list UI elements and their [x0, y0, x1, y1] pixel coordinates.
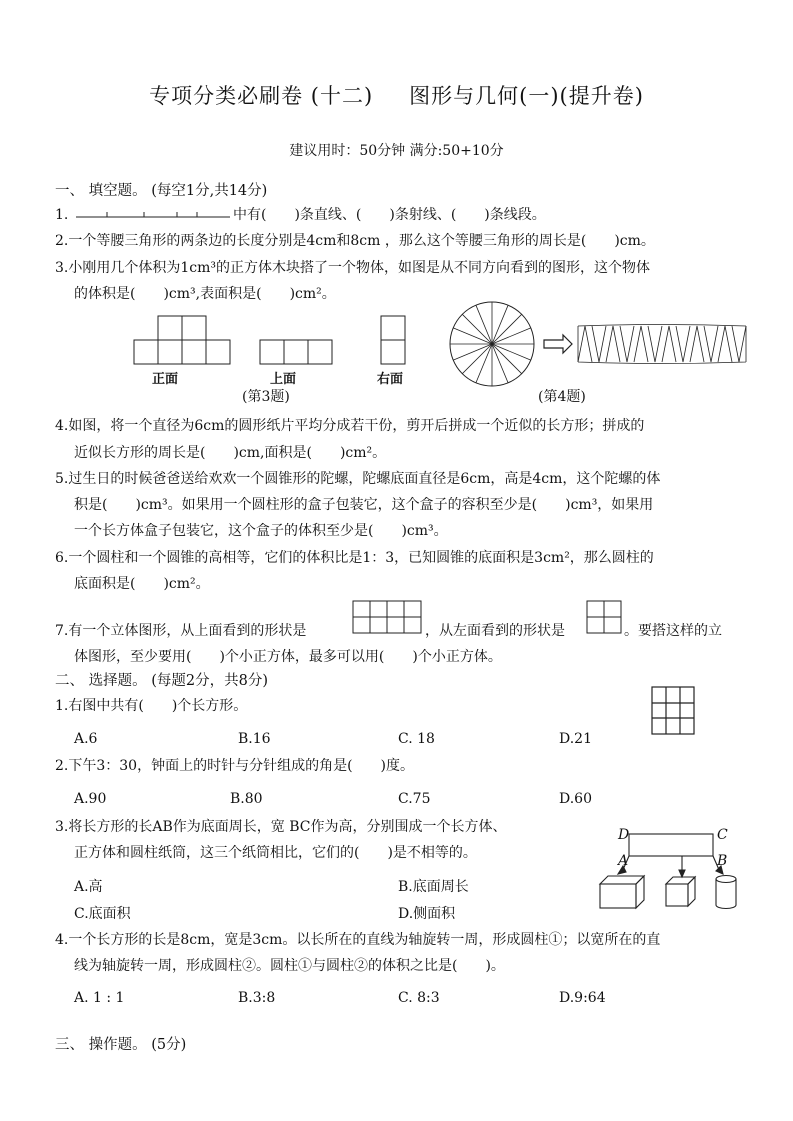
fig4-spoke	[492, 314, 522, 344]
s2-q4-opt-c: C. 8:3	[398, 990, 440, 1006]
fig-label-c: C	[717, 827, 728, 843]
s2-q3-line1: 3.将长方形的长AB作为底面周长，宽 BC作为高，分别围成一个长方体、	[55, 819, 507, 835]
fig4-spoke	[462, 344, 492, 374]
section3-heading: 三、 操作题。 (5分)	[55, 1037, 187, 1053]
fig4-spoke	[462, 314, 492, 344]
s2-q3-opt-a: A.高	[74, 879, 103, 895]
fig4-caption: (第4题)	[538, 389, 586, 405]
s2-q1-opt-d: D.21	[559, 731, 592, 747]
fig3-caption: (第3题)	[242, 389, 290, 405]
q7-left-view-figure	[586, 600, 626, 636]
s1-q3-line2: 的体积是( )cm³,表面积是( )cm²。	[74, 286, 336, 302]
s2-q1: 1.右图中共有( )个长方形。	[55, 698, 248, 714]
fig4-strip	[592, 326, 606, 362]
s1-q7-part2: ，从左面看到的形状是	[425, 623, 565, 639]
fig-label-a: A	[618, 853, 629, 869]
q1-line-figure	[72, 207, 232, 227]
s2-q2-opt-d: D.60	[559, 791, 592, 807]
fig-label-d: D	[618, 827, 630, 843]
s1-q5-line3: 一个长方体盒子包装它，这个盒子的体积至少是( )cm³。	[74, 523, 448, 539]
fig-rectangle-abcd	[629, 834, 713, 856]
s1-q7-part1: 7.有一个立体图形，从上面看到的形状是	[55, 623, 307, 639]
fig4-spoke	[492, 344, 522, 374]
s1-q4-line1: 4.如图，将一个直径为6cm的圆形纸片平均分成若干份，剪开后拼成一个近似的长方形；拼成的	[55, 418, 645, 434]
fig3-top-label: 上面	[270, 372, 297, 387]
s1-q7-line2: 体图形，至少要用( )个小正方体，最多可以用( )个小正方体。	[74, 649, 502, 665]
section2-heading: 二、 选择题。 (每题2分，共8分)	[55, 673, 268, 689]
s1-q3-line1: 3.小刚用几个体积为1cm³的正方体木块搭了一个物体，如图是从不同方向看到的图形，这个物体	[55, 260, 650, 276]
fig4-strip	[690, 326, 704, 362]
fig3-right-label: 右面	[377, 372, 404, 387]
s2-q3-line2: 正方体和圆柱纸筒，这三个纸筒相比，它们的( )是不相等的。	[74, 845, 477, 861]
s2-q2-opt-a: A.90	[74, 791, 107, 807]
s1-q1-text: 中有( )条直线、( )条射线、( )条线段。	[233, 207, 546, 223]
s1-q4-line2: 近似长方形的周长是( )cm,面积是( )cm²。	[74, 445, 387, 461]
fig4-strip	[606, 326, 620, 362]
s2-q4-opt-b: B.3:8	[238, 990, 276, 1006]
s1-q1-num: 1.	[55, 207, 69, 223]
s1-q6-line2: 底面积是( )cm²。	[74, 576, 210, 592]
s1-q5-line1: 5.过生日的时候爸爸送给欢欢一个圆锥形的陀螺，陀螺底面直径是6cm，高是4cm，这个陀螺的体	[55, 471, 661, 487]
s1-q5-line2: 积是( )cm³。如果用一个圆柱形的盒子包装它，这个盒子的容积至少是( )cm³，如果用	[74, 497, 654, 513]
s2-q1-opt-b: B.16	[238, 731, 271, 747]
s2-q3-opt-c: C.底面积	[74, 906, 131, 922]
fig4-arrow	[544, 335, 572, 353]
s1-q6-line1: 6.一个圆柱和一个圆锥的高相等，它们的体积比是1：3，已知圆锥的底面积是3cm²，那么圆柱的	[55, 550, 654, 566]
fig4-rectangle-outline	[578, 325, 746, 364]
s2-q3-opt-d: D.侧面积	[398, 906, 456, 922]
fig4-strip	[732, 326, 746, 362]
fig4-strip	[662, 326, 676, 362]
fig4-strip	[634, 326, 648, 362]
s2-q4-line2: 线为轴旋转一周，形成圆柱②。圆柱①与圆柱②的体积之比是( )。	[74, 958, 505, 974]
fig4-strip	[578, 326, 592, 362]
fig4-circle-to-rectangle	[448, 300, 748, 390]
s2-q4-opt-a: A. 1 : 1	[74, 990, 125, 1006]
s2-q2-opt-b: B.80	[230, 791, 263, 807]
s2-q2-opt-c: C.75	[398, 791, 431, 807]
title-right: 图形与几何(一)(提升卷)	[409, 84, 644, 108]
s2-q3-opt-b: B.底面周长	[398, 879, 469, 895]
section1-heading: 一、 填空题。 (每空1分,共14分)	[55, 183, 268, 199]
s1-q7-part3: 。要搭这样的立	[624, 623, 722, 639]
fig4-strip	[704, 326, 718, 362]
s2-q2: 2.下午3：30，钟面上的时针与分针组成的角是( )度。	[55, 758, 415, 774]
title-left: 专项分类必刷卷 (十二)	[149, 84, 374, 108]
s2-q4-line1: 4.一个长方形的长是8cm，宽是3cm。以长所在的直线为轴旋转一周，形成圆柱①；以宽所在的直	[55, 932, 661, 948]
s2-q4-opt-d: D.9:64	[559, 990, 606, 1006]
s1-q2: 2.一个等腰三角形的两条边的长度分别是4cm和8cm ，那么这个等腰三角形的周长是( )cm。	[55, 233, 655, 249]
fig4-strip	[620, 326, 634, 362]
fig-label-b: B	[717, 853, 728, 869]
fig3-views	[130, 312, 430, 372]
fig4-strip	[676, 326, 690, 362]
fig4-strip	[648, 326, 662, 362]
s2-q1-opt-a: A.6	[74, 731, 98, 747]
s2-q1-rectangles-figure	[651, 686, 695, 736]
page-title	[0, 80, 793, 110]
fig4-strip	[718, 326, 732, 362]
s2-q1-opt-c: C. 18	[398, 731, 435, 747]
fig3-front-label: 正面	[152, 372, 179, 387]
q7-top-view-figure	[352, 600, 424, 636]
page-subtitle: 建议用时：50分钟 满分:50+10分	[289, 143, 504, 159]
